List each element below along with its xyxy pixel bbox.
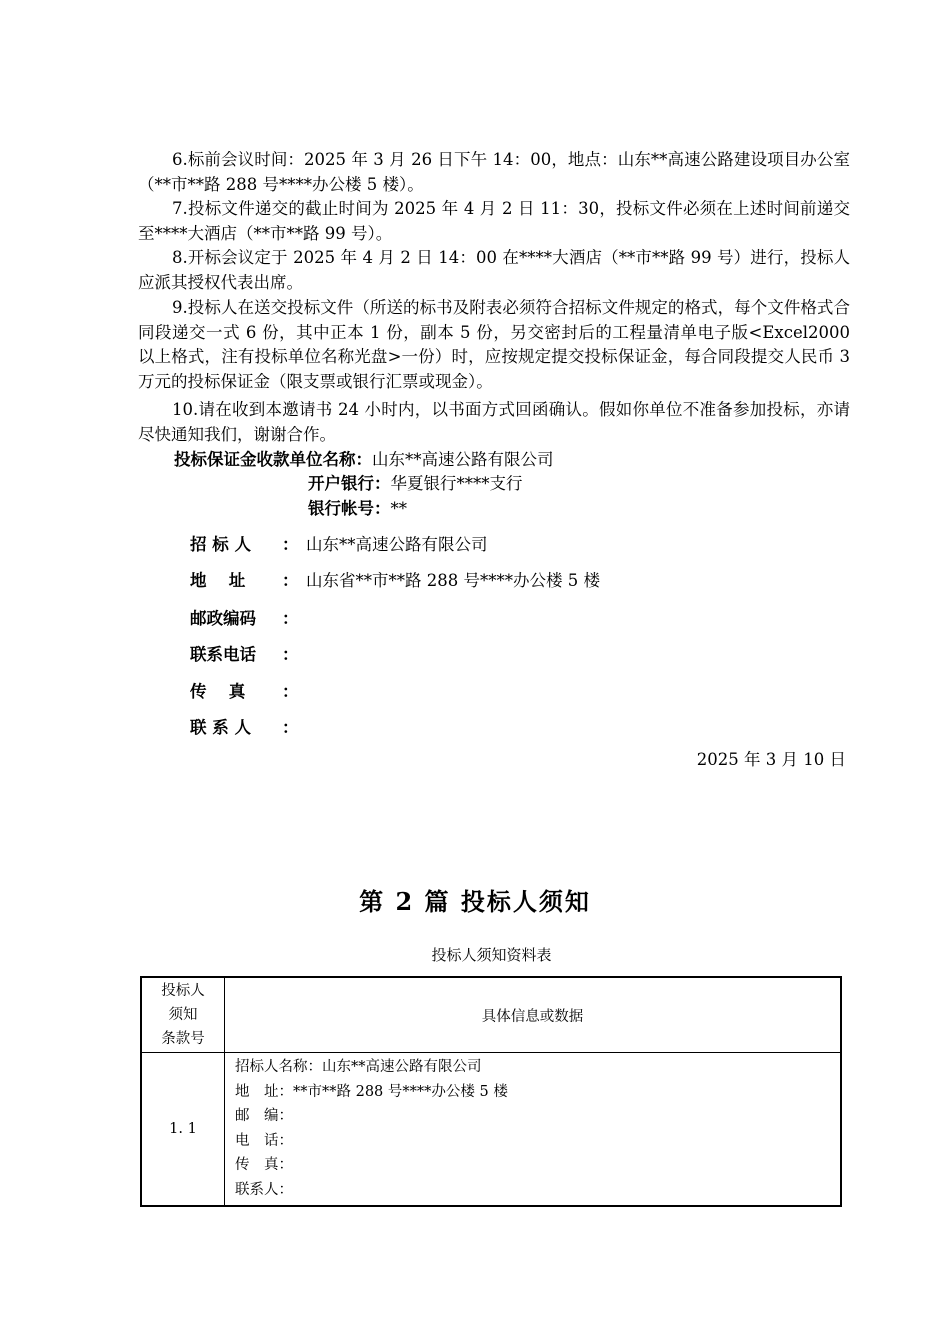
part-title: 第 2 篇 投标人须知 bbox=[359, 887, 591, 916]
deposit-payee-value: 山东**高速公路有限公司 bbox=[372, 450, 554, 469]
header-info-cell: 具体信息或数据 bbox=[225, 977, 842, 1053]
paragraph-10: 10.请在收到本邀请书 24 小时内，以书面方式回函确认。假如你单位不准备参加投标，亦请尽快通知我们，谢谢合作。 bbox=[138, 400, 850, 444]
header-clause-cell bbox=[141, 977, 225, 1053]
info-line: 传 真： bbox=[235, 1157, 293, 1174]
bidder-instructions-table bbox=[140, 976, 842, 1207]
deposit-bank-label: 开户银行： bbox=[308, 474, 391, 493]
info-line: 地 址：**市**路 288 号****办公楼 5 楼 bbox=[235, 1083, 508, 1100]
deposit-account-value: ** bbox=[390, 499, 407, 518]
contact-row-postcode bbox=[190, 607, 306, 631]
info-line: 邮 编： bbox=[235, 1108, 293, 1125]
paragraph-7: 7.投标文件递交的截止时间为 2025 年 4 月 2 日 11：30，投标文件必须在上述时间前递交至****大酒店（**市**路 99 号）。 bbox=[138, 199, 850, 243]
clause-number: 1. 1 bbox=[141, 1053, 225, 1206]
header-clause-line: 条款号 bbox=[161, 1031, 205, 1047]
table-header-row bbox=[141, 977, 841, 1053]
contact-label: 邮政编码 bbox=[190, 609, 256, 628]
deposit-payee-label: 投标保证金收款单位名称： bbox=[174, 450, 372, 469]
contact-row-person bbox=[190, 716, 306, 740]
contact-colon: ： bbox=[282, 682, 299, 701]
contact-label: 联 系 人 bbox=[190, 718, 251, 737]
table-caption: 投标人须知资料表 bbox=[431, 946, 552, 964]
info-line: 招标人名称：山东**高速公路有限公司 bbox=[235, 1059, 482, 1075]
row-info-cell bbox=[225, 1053, 842, 1206]
deposit-bank-value: 华夏银行****支行 bbox=[390, 474, 523, 493]
header-clause-line: 投标人 bbox=[161, 983, 205, 999]
contact-label: 招 标 人 bbox=[190, 535, 251, 554]
contact-label: 地 址 bbox=[190, 571, 246, 590]
contact-colon: ： bbox=[282, 718, 299, 737]
contact-label: 传 真 bbox=[190, 682, 246, 701]
contact-colon: ： bbox=[282, 535, 299, 554]
contact-label: 联系电话 bbox=[190, 645, 256, 664]
paragraph-9: 9.投标人在送交投标文件（所送的标书及附表必须符合招标文件规定的格式，每个文件格式合同段递交一式 6 份，其中正本 1 份，副本 5 份，另交密封后的工程量清单电子版<Excel2000 以上格式，注有投标单位名称光盘>一份）时，应按规定提交投标保证金，每合同段提交人民币 3 万元的投标保证金（限支票或银行汇票或现金）。 bbox=[138, 298, 850, 391]
deposit-bank bbox=[308, 472, 523, 496]
contact-value: 山东**高速公路有限公司 bbox=[306, 535, 488, 554]
deposit-payee bbox=[174, 448, 554, 472]
contact-colon: ： bbox=[282, 609, 299, 628]
letter-date: 2025 年 3 月 10 日 bbox=[696, 750, 846, 769]
paragraph-8: 8.开标会议定于 2025 年 4 月 2 日 14：00 在****大酒店（**市**路 99 号）进行，投标人应派其授权代表出席。 bbox=[138, 248, 850, 292]
deposit-account bbox=[308, 497, 407, 521]
contact-row-tenderer bbox=[190, 533, 488, 557]
paragraph-6: 6.标前会议时间：2025 年 3 月 26 日下午 14：00，地点：山东**高速公路建设项目办公室（**市**路 288 号****办公楼 5 楼）。 bbox=[138, 150, 850, 194]
contact-colon: ： bbox=[282, 645, 299, 664]
contact-row-phone bbox=[190, 643, 306, 667]
info-line: 联系人： bbox=[235, 1181, 293, 1198]
contact-row-fax bbox=[190, 680, 306, 704]
table-row bbox=[141, 1053, 841, 1206]
contact-colon: ： bbox=[282, 571, 299, 590]
deposit-account-label: 银行帐号： bbox=[308, 499, 391, 518]
info-line: 电 话： bbox=[235, 1132, 293, 1149]
contact-row-address bbox=[190, 569, 600, 593]
contact-value: 山东省**市**路 288 号****办公楼 5 楼 bbox=[306, 571, 600, 590]
header-clause-line: 须知 bbox=[168, 1007, 198, 1023]
